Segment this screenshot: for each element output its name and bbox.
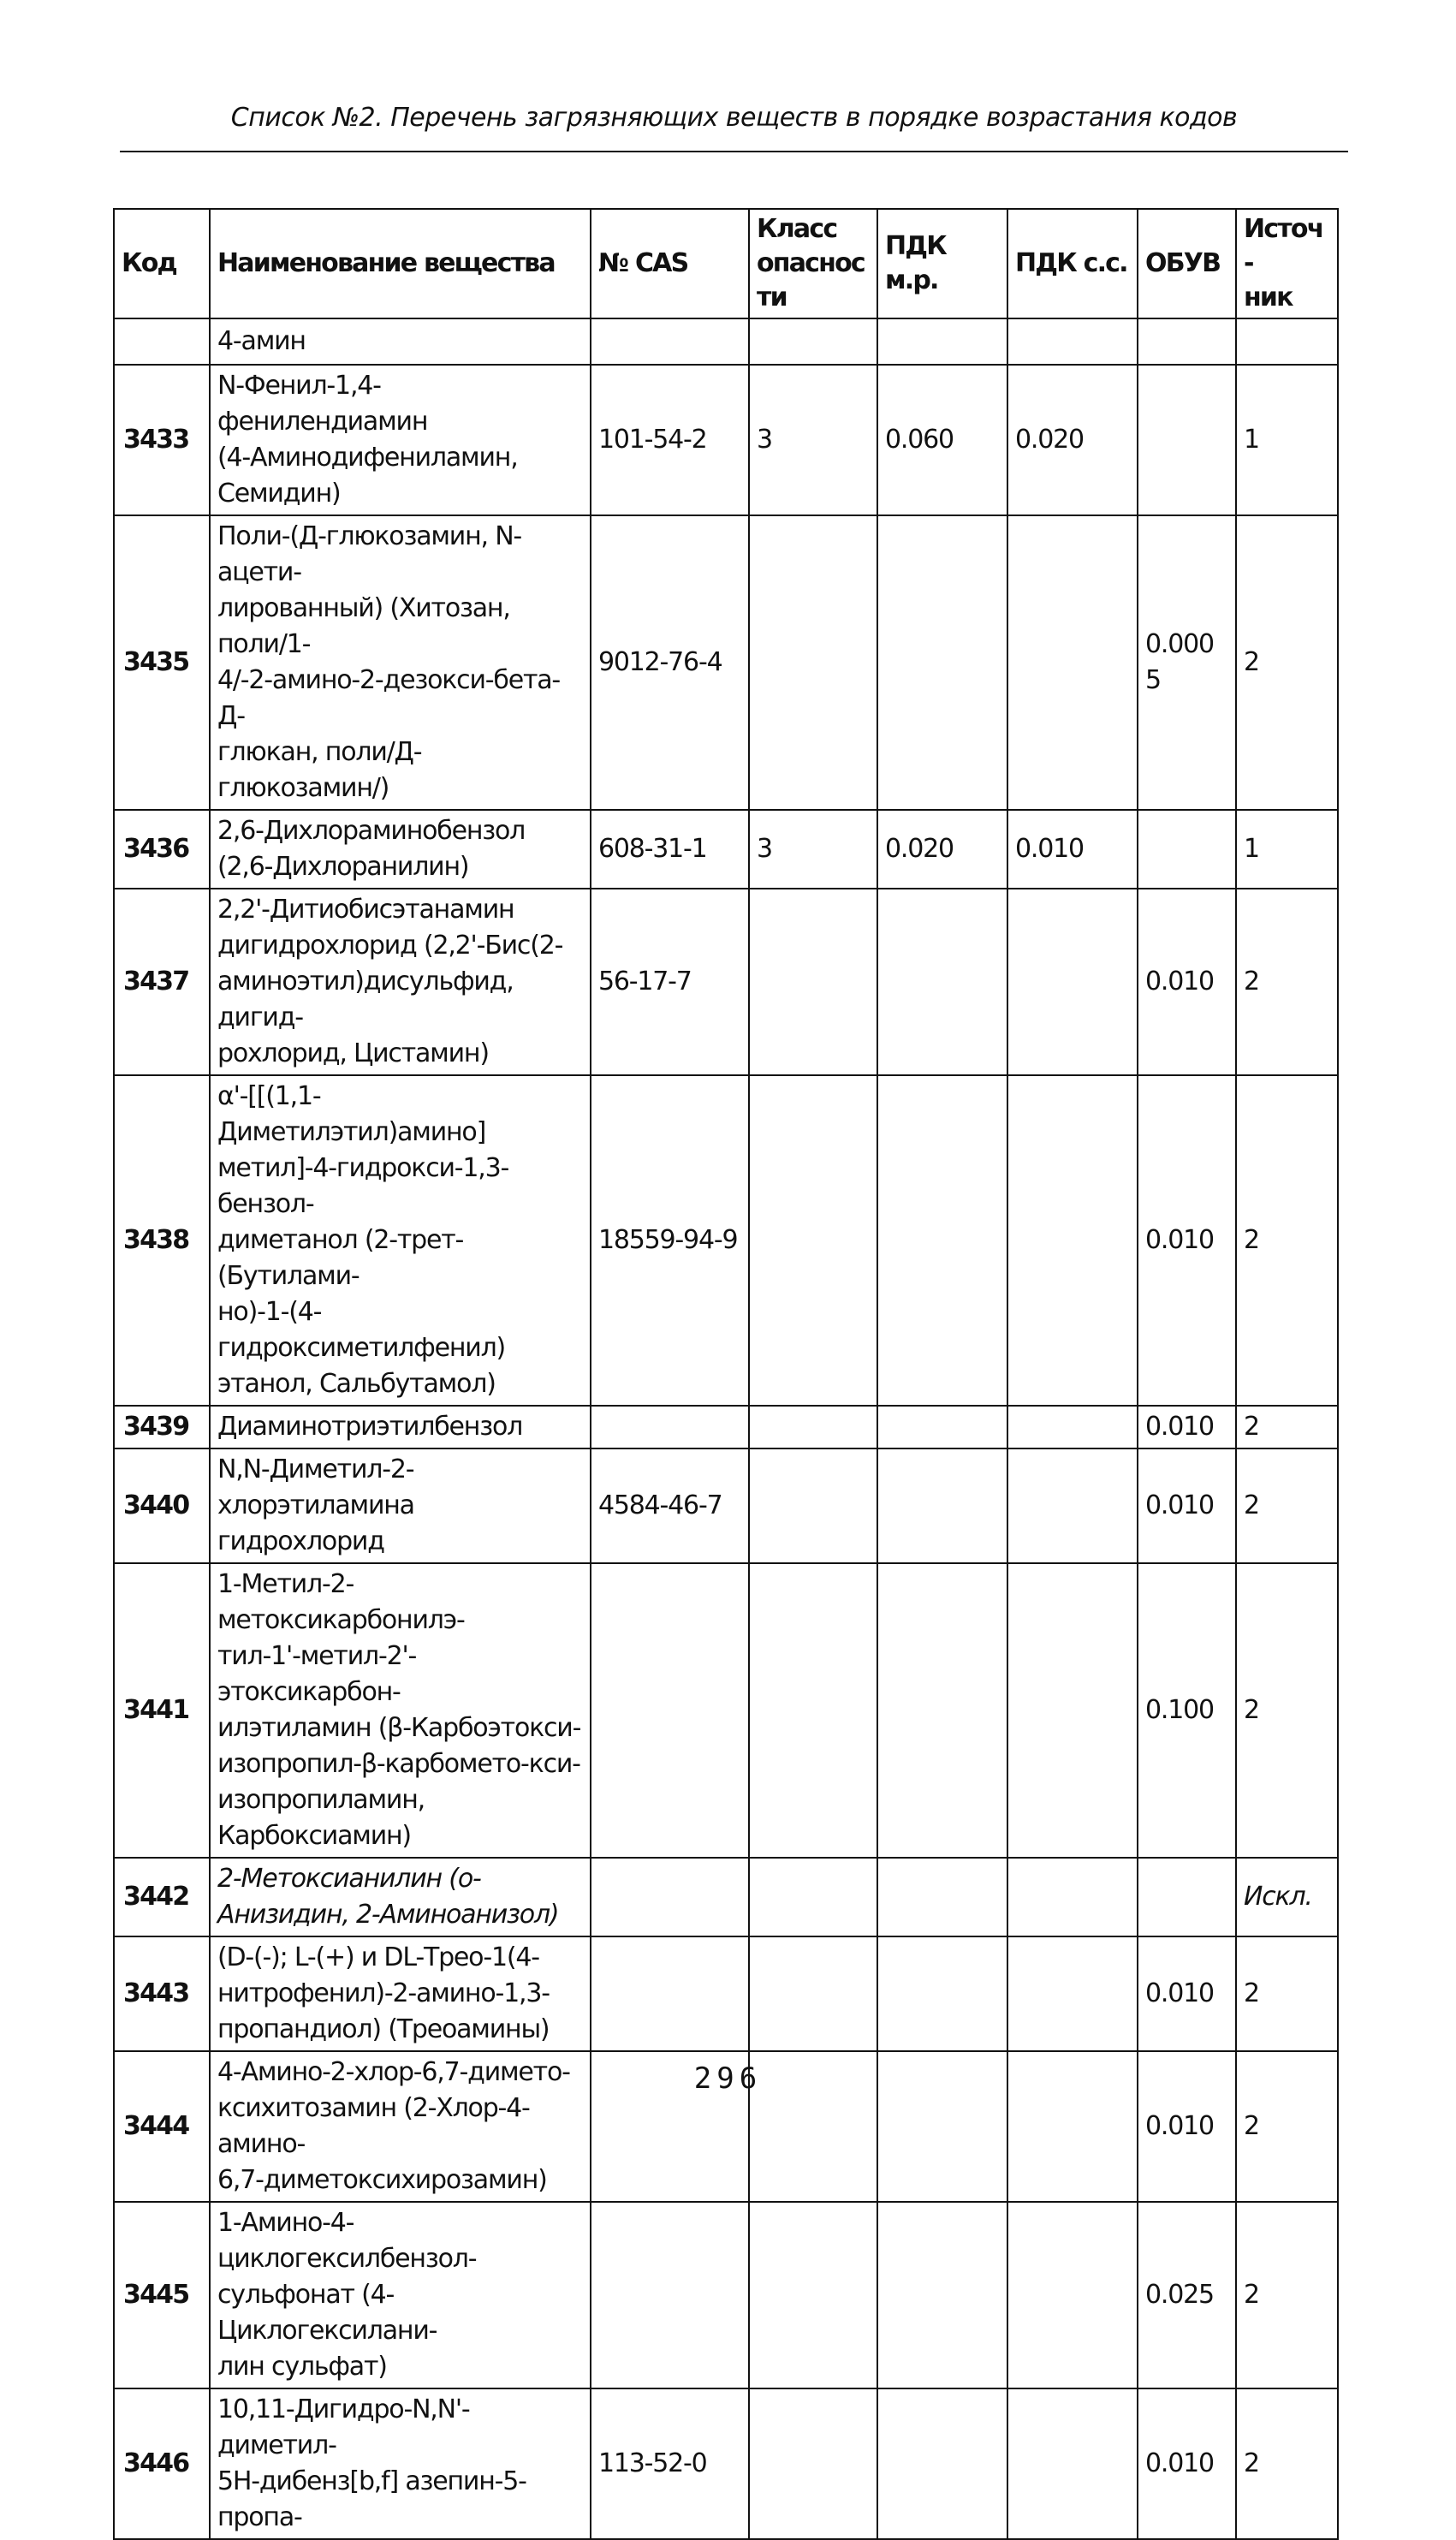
cell-pdk-ss xyxy=(1007,318,1138,365)
name-line: α'-[[(1,1-Диметилэтил)амино] xyxy=(217,1081,486,1147)
name-line: рохлорид, Цистамин) xyxy=(217,1038,489,1068)
cell-pdk-mr xyxy=(877,515,1007,810)
column-header-pdk-ss: ПДК с.с. xyxy=(1007,209,1138,318)
cell-pdk-ss xyxy=(1007,2202,1138,2388)
name-line: 1-Метил-2-метоксикарбонилэ- xyxy=(217,1569,465,1635)
name-line: метил]-4-гидрокси-1,3-бензол- xyxy=(217,1153,509,1219)
cell-obuv: 0.100 xyxy=(1138,1563,1236,1858)
name-line: 5Н-дибенз[b,f] азепин-5-пропа- xyxy=(217,2466,526,2532)
column-header-name: Наименование вещества xyxy=(210,209,591,318)
cell-code xyxy=(114,318,210,365)
cell-source: 2 xyxy=(1236,1936,1338,2051)
cell-cas xyxy=(591,1406,749,1448)
cell-obuv xyxy=(1138,1858,1236,1936)
cell-obuv: 0.0005 xyxy=(1138,515,1236,810)
cell-obuv: 0.010 xyxy=(1138,2051,1236,2202)
cell-source: 2 xyxy=(1236,1406,1338,1448)
continuation-row xyxy=(114,318,1338,365)
cell-pdk-ss xyxy=(1007,889,1138,1075)
cell-pdk-mr xyxy=(877,1858,1007,1936)
column-header-hazard-class xyxy=(749,209,877,318)
cell-cas: 4584-46-7 xyxy=(591,1448,749,1563)
cell-hazard-class xyxy=(749,2202,877,2388)
table-row xyxy=(114,810,1338,889)
name-line: но)-1-(4-гидроксиметилфенил) xyxy=(217,1297,506,1363)
name-line: 2,6-Дихлораминобензол xyxy=(217,816,526,846)
cell-pdk-mr xyxy=(877,1406,1007,1448)
cell-source: 1 xyxy=(1236,810,1338,889)
name-line: изопропиламин, Карбоксиамин) xyxy=(217,1785,425,1851)
name-line: 2,2'-Дитиобисэтанамин xyxy=(217,895,514,925)
name-line: ксихитозамин (2-Хлор-4-амино- xyxy=(217,2093,530,2159)
cell-hazard-class xyxy=(749,1936,877,2051)
cell-code: 3442 xyxy=(114,1858,210,1936)
cell-name xyxy=(210,810,591,889)
cell-cas: 113-52-0 xyxy=(591,2388,749,2539)
name-line: 4/-2-амино-2-дезокси-бета-Д- xyxy=(217,665,561,731)
cell-obuv: 0.025 xyxy=(1138,2202,1236,2388)
name-line: илэтиламин (β-Карбоэтокси- xyxy=(217,1713,581,1743)
name-line: гидрохлорид xyxy=(217,1526,384,1556)
cell-pdk-ss xyxy=(1007,515,1138,810)
table-row xyxy=(114,889,1338,1075)
name-line: (4-Аминодифениламин, xyxy=(217,443,518,473)
cell-pdk-ss xyxy=(1007,2388,1138,2539)
cell-source: 2 xyxy=(1236,2202,1338,2388)
name-line: 6,7-диметоксихирозамин) xyxy=(217,2165,547,2195)
cell-code: 3443 xyxy=(114,1936,210,2051)
cell-hazard-class xyxy=(749,1858,877,1936)
column-header-code: Код xyxy=(114,209,210,318)
cell-pdk-mr xyxy=(877,318,1007,365)
name-line: 4-Амино-2-хлор-6,7-димето- xyxy=(217,2057,570,2087)
table-row xyxy=(114,2388,1338,2539)
cell-pdk-mr xyxy=(877,1075,1007,1406)
page-number: 296 xyxy=(693,2061,763,2096)
cell-source: Искл. xyxy=(1236,1858,1338,1936)
cell-pdk-ss xyxy=(1007,1406,1138,1448)
cell-cas: 9012-76-4 xyxy=(591,515,749,810)
header-divider xyxy=(120,151,1348,152)
cell-name xyxy=(210,515,591,810)
column-header-pdk-mr: ПДК м.р. xyxy=(877,209,1007,318)
cell-cas: 101-54-2 xyxy=(591,365,749,515)
name-line: лированный) (Хитозан, поли/1- xyxy=(217,593,510,659)
name-line: пропандиол) (Треоамины) xyxy=(217,2014,550,2044)
cell-obuv: 0.010 xyxy=(1138,1448,1236,1563)
name-line: лин сульфат) xyxy=(217,2352,387,2382)
cell-code: 3435 xyxy=(114,515,210,810)
cell-name xyxy=(210,889,591,1075)
cell-pdk-mr xyxy=(877,1563,1007,1858)
name-line: дигидрохлорид (2,2'-Бис(2- xyxy=(217,931,563,961)
cell-code: 3433 xyxy=(114,365,210,515)
cell-hazard-class xyxy=(749,1075,877,1406)
column-header-source xyxy=(1236,209,1338,318)
cell-pdk-mr xyxy=(877,2202,1007,2388)
column-header-source-line1: Источ- xyxy=(1244,214,1323,278)
cell-obuv xyxy=(1138,365,1236,515)
cell-cas xyxy=(591,318,749,365)
cell-name xyxy=(210,1936,591,2051)
cell-source: 2 xyxy=(1236,2051,1338,2202)
cell-cas: 18559-94-9 xyxy=(591,1075,749,1406)
column-header-hazard-class-line1: Класс xyxy=(757,214,837,244)
cell-source: 2 xyxy=(1236,1563,1338,1858)
cell-name: 4-амин xyxy=(210,318,591,365)
cell-hazard-class: 3 xyxy=(749,365,877,515)
cell-hazard-class xyxy=(749,1406,877,1448)
cell-obuv: 0.010 xyxy=(1138,1406,1236,1448)
name-line: Поли-(Д-глюкозамин, N-ацети- xyxy=(217,521,522,587)
cell-pdk-mr xyxy=(877,2388,1007,2539)
name-line: Семидин) xyxy=(217,479,341,509)
cell-code: 3438 xyxy=(114,1075,210,1406)
table-header-row xyxy=(114,209,1338,318)
name-line: нитрофенил)-2-амино-1,3- xyxy=(217,1978,550,2008)
column-header-obuv: ОБУВ xyxy=(1138,209,1236,318)
cell-code: 3444 xyxy=(114,2051,210,2202)
table-row xyxy=(114,2202,1338,2388)
name-line: глюкан, поли/Д-глюкозамин/) xyxy=(217,737,422,803)
cell-cas xyxy=(591,2202,749,2388)
cell-source: 2 xyxy=(1236,889,1338,1075)
cell-pdk-ss xyxy=(1007,1858,1138,1936)
cell-source: 1 xyxy=(1236,365,1338,515)
cell-obuv xyxy=(1138,318,1236,365)
cell-pdk-mr: 0.060 xyxy=(877,365,1007,515)
cell-code: 3437 xyxy=(114,889,210,1075)
cell-name xyxy=(210,2388,591,2539)
cell-name xyxy=(210,365,591,515)
cell-name xyxy=(210,1448,591,1563)
cell-obuv: 0.010 xyxy=(1138,1936,1236,2051)
name-line: диметанол (2-трет-(Бутилами- xyxy=(217,1225,464,1291)
cell-source: 2 xyxy=(1236,515,1338,810)
cell-code: 3445 xyxy=(114,2202,210,2388)
cell-code: 3446 xyxy=(114,2388,210,2539)
name-line: 2-Метоксианилин (o- xyxy=(217,1864,481,1894)
cell-hazard-class xyxy=(749,889,877,1075)
column-header-source-line2: ник xyxy=(1244,283,1293,312)
cell-obuv xyxy=(1138,810,1236,889)
page-header: Список №2. Перечень загрязняющих веществ в порядке возрастания кодов xyxy=(230,103,1238,133)
cell-hazard-class: 3 xyxy=(749,810,877,889)
name-line: этанол, Сальбутамол) xyxy=(217,1369,496,1399)
table-row xyxy=(114,1563,1338,1858)
cell-source: 2 xyxy=(1236,1075,1338,1406)
cell-pdk-mr xyxy=(877,889,1007,1075)
cell-name xyxy=(210,1563,591,1858)
table-row xyxy=(114,515,1338,810)
name-line: изопропил-β-карбомето-кси- xyxy=(217,1749,580,1779)
cell-obuv: 0.010 xyxy=(1138,2388,1236,2539)
cell-code: 3440 xyxy=(114,1448,210,1563)
name-line: тил-1'-метил-2'-этоксикарбон- xyxy=(217,1641,417,1707)
name-line: N-Фенил-1,4-фенилендиамин xyxy=(217,371,428,437)
cell-cas: 608-31-1 xyxy=(591,810,749,889)
column-header-cas: № CAS xyxy=(591,209,749,318)
table-row xyxy=(114,1858,1338,1936)
table-row xyxy=(114,1936,1338,2051)
cell-source: 2 xyxy=(1236,1448,1338,1563)
cell-pdk-ss xyxy=(1007,1936,1138,2051)
table-row xyxy=(114,1406,1338,1448)
cell-pdk-ss xyxy=(1007,1075,1138,1406)
column-header-hazard-class-line2: опасности xyxy=(757,248,865,312)
cell-hazard-class xyxy=(749,318,877,365)
table-row xyxy=(114,365,1338,515)
cell-hazard-class xyxy=(749,1448,877,1563)
cell-name xyxy=(210,1406,591,1448)
cell-obuv: 0.010 xyxy=(1138,889,1236,1075)
name-line: 10,11-Дигидро-N,N'-диметил- xyxy=(217,2394,470,2460)
name-line: сульфонат (4-Циклогексилани- xyxy=(217,2280,437,2346)
cell-code: 3436 xyxy=(114,810,210,889)
cell-source xyxy=(1236,318,1338,365)
name-line: Анизидин, 2-Аминоанизол) xyxy=(217,1900,559,1930)
name-line: (2,6-Дихлоранилин) xyxy=(217,852,469,882)
cell-pdk-ss: 0.010 xyxy=(1007,810,1138,889)
cell-code: 3441 xyxy=(114,1563,210,1858)
name-line: N,N-Диметил-2-хлорэтиламина xyxy=(217,1454,414,1520)
cell-name xyxy=(210,1075,591,1406)
cell-obuv: 0.010 xyxy=(1138,1075,1236,1406)
table-row xyxy=(114,1075,1338,1406)
cell-hazard-class xyxy=(749,515,877,810)
cell-pdk-mr: 0.020 xyxy=(877,810,1007,889)
cell-cas: 56-17-7 xyxy=(591,889,749,1075)
cell-code: 3439 xyxy=(114,1406,210,1448)
cell-name xyxy=(210,2202,591,2388)
name-line: (D-(-); L-(+) и DL-Трео-1(4- xyxy=(217,1942,539,1972)
cell-pdk-mr xyxy=(877,1448,1007,1563)
table-row xyxy=(114,1448,1338,1563)
cell-source: 2 xyxy=(1236,2388,1338,2539)
cell-pdk-mr xyxy=(877,1936,1007,2051)
cell-pdk-ss xyxy=(1007,1448,1138,1563)
cell-cas xyxy=(591,1858,749,1936)
cell-pdk-ss: 0.020 xyxy=(1007,365,1138,515)
substances-table xyxy=(113,208,1339,2540)
name-line: Диаминотриэтилбензол xyxy=(217,1412,523,1442)
cell-cas xyxy=(591,1563,749,1858)
name-line: 1-Амино-4-циклогексилбензол- xyxy=(217,2208,477,2274)
cell-cas xyxy=(591,1936,749,2051)
cell-pdk-ss xyxy=(1007,1563,1138,1858)
name-line: аминоэтил)дисульфид, дигид- xyxy=(217,967,514,1032)
cell-name xyxy=(210,1858,591,1936)
cell-hazard-class xyxy=(749,1563,877,1858)
cell-hazard-class xyxy=(749,2388,877,2539)
